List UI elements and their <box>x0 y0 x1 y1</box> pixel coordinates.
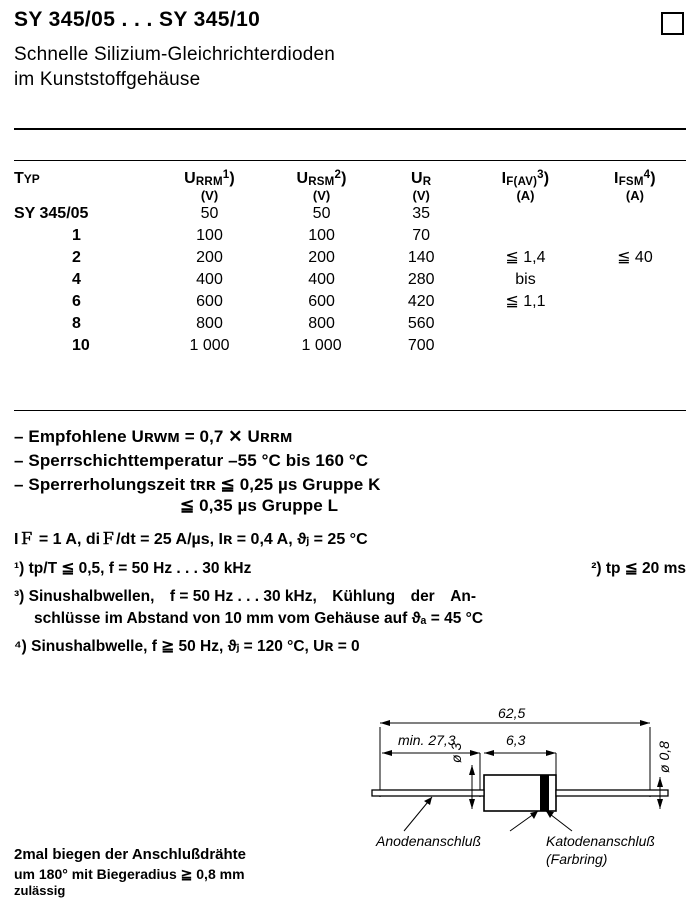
cell-typ: 4 <box>72 271 81 288</box>
cell-urrm: 400 <box>196 271 223 288</box>
cell-urrm: 800 <box>196 315 223 332</box>
footnote-2: ²) tp ≦ 20 ms <box>591 559 686 577</box>
footnote-1: ¹) tp/T ≦ 0,5, f = 50 Hz . . . 30 kHz <box>14 559 252 577</box>
spec-table-header-row <box>14 170 686 203</box>
square-outline-icon <box>661 12 684 35</box>
table-row <box>14 203 686 225</box>
cell-ursm: 400 <box>308 271 335 288</box>
note-item: – Sperrschichttemperatur –55 °C bis 160 °C <box>14 451 369 471</box>
bending-note <box>14 845 344 900</box>
package-drawing <box>360 705 690 865</box>
footnote-3 <box>14 586 686 629</box>
notes-block <box>14 425 686 657</box>
cell-ifav-spacer <box>467 203 584 247</box>
footnote-4: ⁴) Sinushalbwelle, f ≧ 50 Hz, ϑⱼ = 120 °C, Uʀ = 0 <box>14 638 360 656</box>
cell-urrm: 600 <box>196 293 223 310</box>
divider-top <box>14 128 686 130</box>
note-item: – Sperrerholungszeit tʀʀ ≦ 0,25 µs Gruppe K <box>14 475 381 495</box>
page-title: SY 345/05 . . . SY 345/10 <box>14 8 261 31</box>
cell-typ: 1 <box>72 227 81 244</box>
cell-ifav-line-1: ≦ 1,4 <box>505 249 546 266</box>
dim-lead-label: min. 27,3 <box>398 732 456 748</box>
cell-ur: 560 <box>407 315 435 332</box>
cathode-lead-label-line-1: Katodenanschluß <box>546 833 655 849</box>
cell-typ: 8 <box>72 315 81 332</box>
bending-note-line-1: 2mal biegen der Anschlußdrähte <box>14 846 246 863</box>
dim-body-diameter-label: ø 3 <box>448 742 464 763</box>
spec-table-head <box>14 170 686 203</box>
col-header-ursm: $U_{RSM}^2$) (V) <box>296 168 347 203</box>
title-row <box>14 8 686 35</box>
cell-ur: 70 <box>412 227 431 244</box>
page-header <box>14 8 686 92</box>
note-item: – Empfohlene Uʀᴡᴍ = 0,7 ✕ Uʀʀᴍ <box>14 427 293 446</box>
cell-ifav-line-2: bis <box>515 271 536 288</box>
spec-table-wrap <box>14 170 686 357</box>
spec-table <box>14 170 686 357</box>
divider-table-top <box>14 160 686 161</box>
col-header-ifav: $I_{F(AV)}^3$) (A) <box>501 168 550 203</box>
cell-ifsm-empty <box>584 313 686 335</box>
col-header-ur: $U_R$ (V) <box>411 170 432 203</box>
cell-typ: 6 <box>72 293 81 310</box>
col-header-urrm: $U_{RRM}^1$) (V) <box>184 168 235 203</box>
cell-ursm: 100 <box>308 227 335 244</box>
cell-ifsm-empty <box>584 335 686 357</box>
page-subtitle <box>14 42 686 92</box>
spec-table-body <box>14 203 686 357</box>
cell-urrm: 200 <box>196 249 223 266</box>
cell-ifsm-value: ≦ 40 <box>617 249 653 266</box>
cell-typ: 2 <box>72 249 81 266</box>
dim-wire-diameter-label: ø 0,8 <box>656 741 672 773</box>
cell-ifav-line-3: ≦ 1,1 <box>505 293 546 310</box>
cell-ur: 35 <box>412 205 431 222</box>
bending-note-line-3: zulässig <box>14 882 66 898</box>
cell-ur: 280 <box>407 271 435 288</box>
cell-ur: 420 <box>407 293 435 310</box>
col-header-ifsm: $I_{FSM}^4$) (A) <box>614 168 656 203</box>
table-row <box>14 313 686 335</box>
cell-urrm: 1 000 <box>189 337 230 354</box>
cell-ursm: 800 <box>308 315 335 332</box>
subtitle-line-1: Schnelle Silizium-Gleichrichterdioden <box>14 44 336 65</box>
subtitle-line-2: im Kunststoffgehäuse <box>14 69 201 91</box>
cathode-lead-label <box>546 833 655 868</box>
cell-urrm: 50 <box>200 205 219 222</box>
cell-ursm: 50 <box>312 205 331 222</box>
col-header-typ: TYP <box>14 170 40 187</box>
divider-table-bottom <box>14 410 686 411</box>
cathode-lead-label-line-2: (Farbring) <box>546 850 608 867</box>
cell-typ: 10 <box>72 337 90 354</box>
cell-ur: 700 <box>407 337 435 354</box>
cell-ursm: 600 <box>308 293 335 310</box>
cell-ifav-empty <box>467 335 584 357</box>
table-row <box>14 247 686 269</box>
footnote-3-line-1: ³) Sinushalbwellen, f = 50 Hz . . . 30 kHz, Kühlung der An- <box>14 588 477 606</box>
anode-lead-label: Anodenanschluß <box>376 833 482 849</box>
cell-ursm: 200 <box>308 249 335 266</box>
cell-ur: 140 <box>407 249 435 266</box>
footnote-1-2 <box>14 558 686 579</box>
cell-ifav-empty <box>467 313 584 335</box>
cell-ifsm-spacer <box>584 203 686 247</box>
footnote-3-line-2: schlüsse im Abstand von 10 mm vom Gehäuse auf ϑₐ = 45 °C <box>34 609 484 627</box>
test-conditions: IＦ = 1 A, diＦ/dt = 25 A/µs, Iʀ = 0,4 A, ϑⱼ = 25 °C <box>14 530 368 548</box>
dim-total-label: 62,5 <box>498 705 526 721</box>
note-item-continuation: ≦ 0,35 µs Gruppe L <box>180 496 339 516</box>
bending-note-line-2: um 180° mit Biegeradius ≧ 0,8 mm <box>14 865 245 882</box>
table-row <box>14 335 686 357</box>
dim-body-label: 6,3 <box>506 732 526 748</box>
cell-typ: SY 345/05 <box>14 205 89 222</box>
cell-ursm: 1 000 <box>301 337 342 354</box>
cell-urrm: 100 <box>196 227 223 244</box>
